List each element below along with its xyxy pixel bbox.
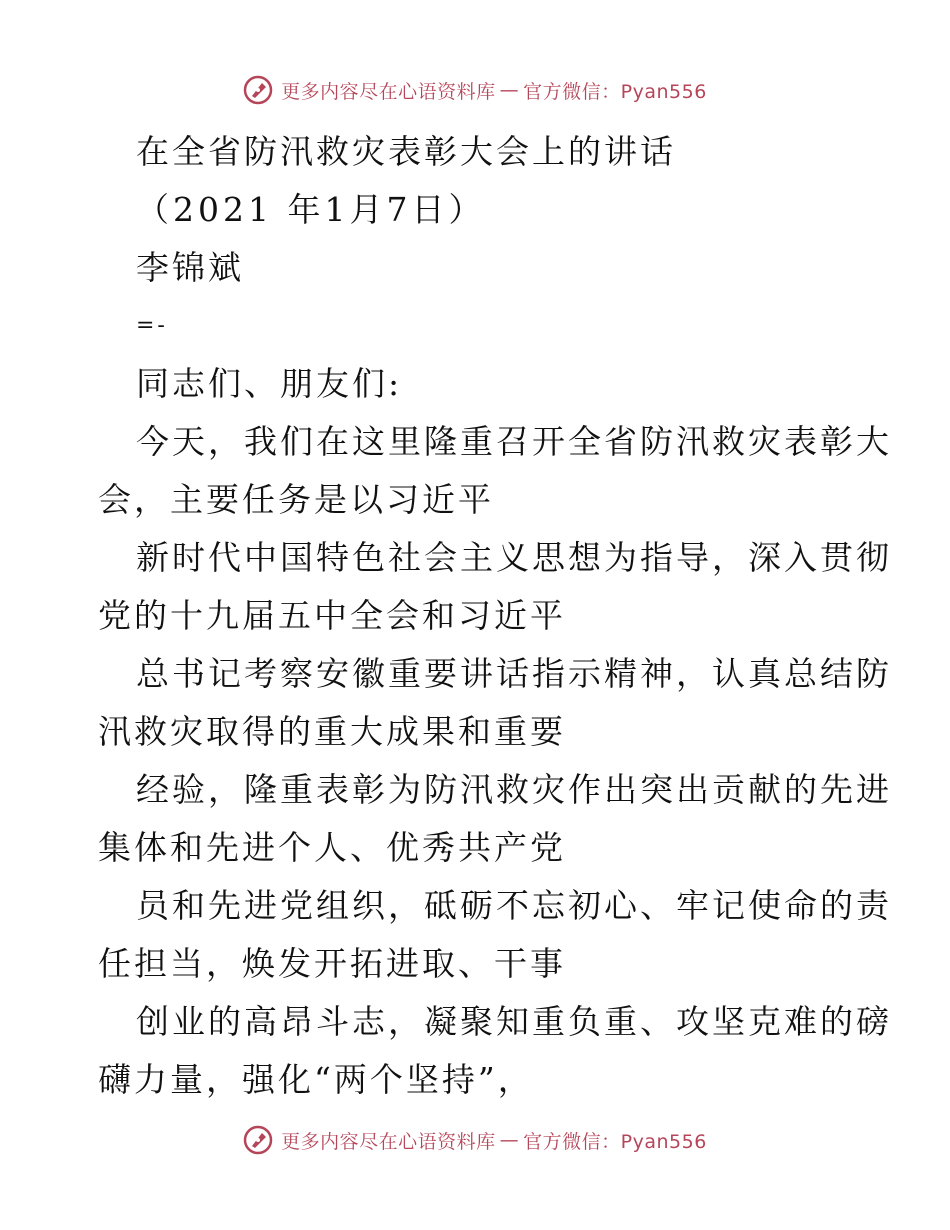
footer-banner	[0, 1120, 950, 1160]
paragraph-line: 经验，隆重表彰为防汛救灾作出突出贡献的先进	[136, 770, 892, 809]
banner-contact: 官方微信：Pyan556	[523, 80, 707, 103]
paragraph-line: 集体和先进个人、优秀共产党	[98, 828, 566, 867]
document-date: （2021 年1月7日）	[136, 190, 486, 229]
paragraph-line: 创业的高昂斗志，凝聚知重负重、攻坚克难的磅	[136, 1002, 892, 1041]
banner-dash: —	[499, 1129, 520, 1151]
banner-text: 更多内容尽在心语资料库	[281, 1130, 496, 1153]
document-body	[98, 123, 892, 1109]
banner-text: 更多内容尽在心语资料库	[281, 80, 496, 103]
paragraph-line: 汛救灾取得的重大成果和重要	[98, 712, 566, 751]
banner-contact: 官方微信：Pyan556	[523, 1130, 707, 1153]
paragraph-line: 礴力量，强化“两个坚持”，	[98, 1060, 534, 1099]
paragraph-line: 总书记考察安徽重要讲话指示精神，认真总结防	[136, 654, 892, 693]
paragraph-line: 会，主要任务是以习近平	[98, 480, 494, 519]
paragraph-line: 新时代中国特色社会主义思想为指导，深入贯彻	[136, 538, 892, 577]
pen-nib-logo-icon	[243, 1125, 273, 1155]
paragraph-line: 任担当，焕发开拓进取、干事	[98, 944, 566, 983]
banner-dash: —	[499, 79, 520, 101]
document-title: 在全省防汛救灾表彰大会上的讲话	[136, 132, 676, 171]
paragraph-line: 今天，我们在这里隆重召开全省防汛救灾表彰大	[136, 422, 892, 461]
paragraph-line: 党的十九届五中全会和习近平	[98, 596, 566, 635]
paragraph-line: 员和先进党组织，砥砺不忘初心、牢记使命的责	[136, 886, 892, 925]
header-banner	[0, 70, 950, 110]
document-author: 李锦斌	[136, 248, 244, 287]
greeting: 同志们、朋友们:	[136, 364, 403, 403]
pen-nib-logo-icon	[243, 75, 273, 105]
section-mark: =-	[136, 313, 168, 338]
